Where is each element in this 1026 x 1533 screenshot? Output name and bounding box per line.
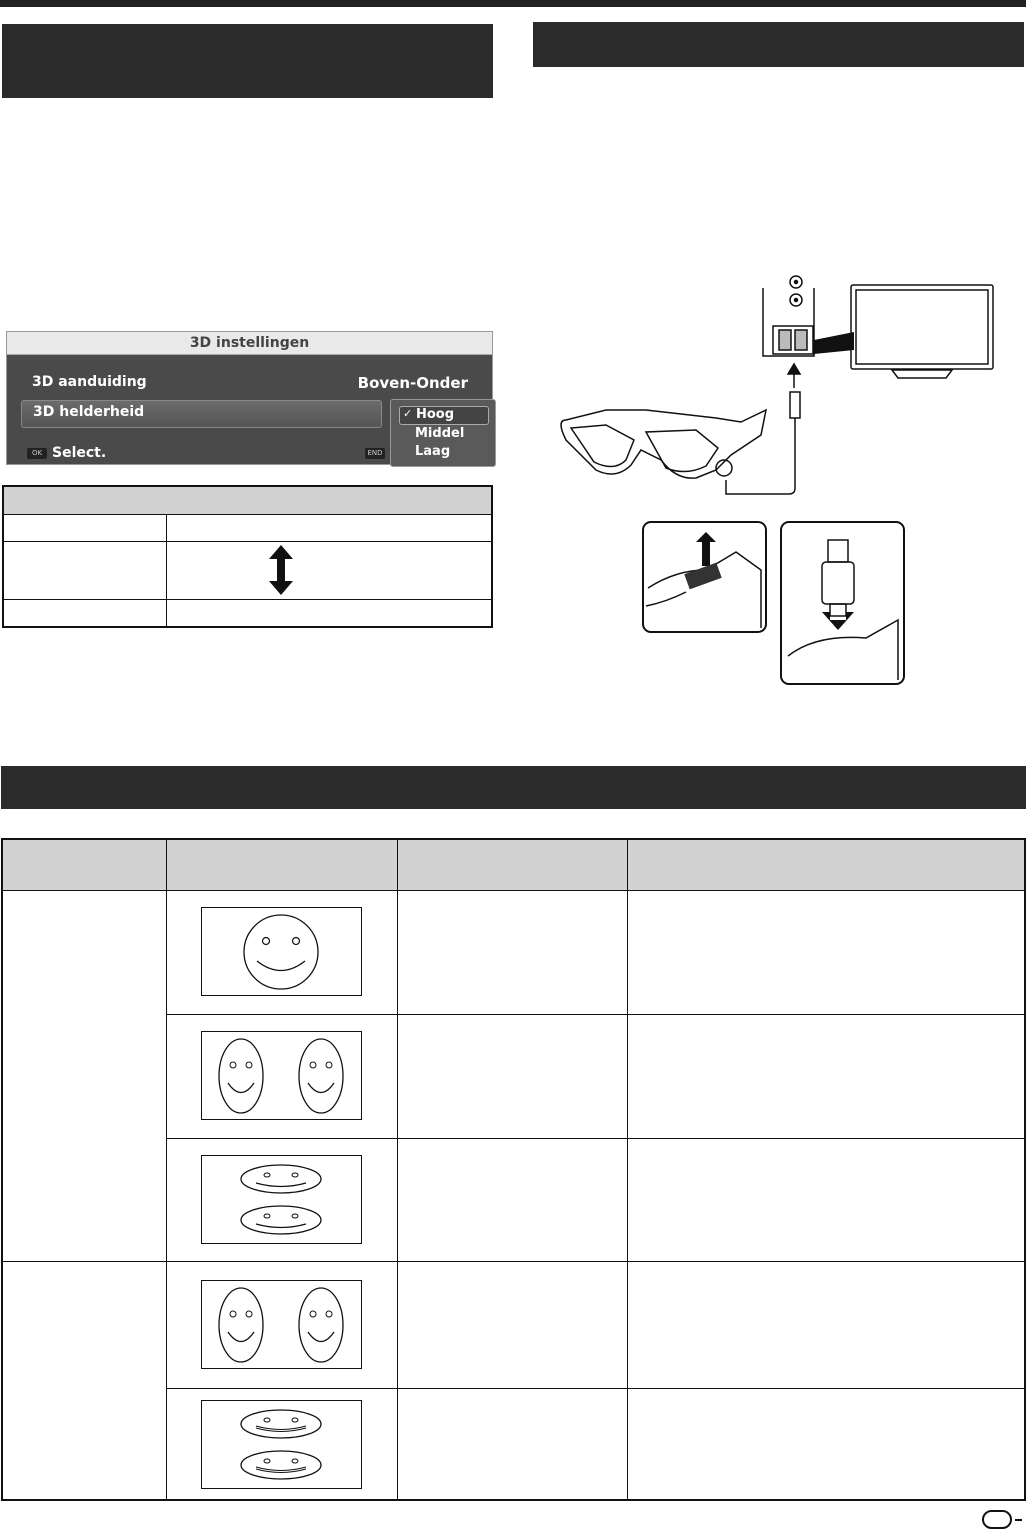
dropdown-option-middel[interactable] bbox=[399, 426, 487, 443]
ok-key-icon: OK bbox=[27, 448, 47, 459]
dropdown-option-laag[interactable] bbox=[399, 444, 487, 461]
3d-format-table bbox=[1, 838, 1026, 1501]
osd-3d-settings-panel bbox=[6, 331, 493, 465]
table-row bbox=[4, 600, 491, 626]
smiley-face-icon bbox=[202, 908, 361, 995]
table-header bbox=[3, 840, 1024, 891]
table-cell bbox=[4, 515, 167, 541]
inset-plug-in bbox=[781, 522, 904, 684]
menu-row-label: 3D helderheid bbox=[33, 404, 145, 420]
row-divider bbox=[166, 1138, 1024, 1139]
top-rule bbox=[0, 0, 1026, 7]
table-header bbox=[4, 487, 491, 515]
table-cell bbox=[167, 542, 491, 599]
glasses-charging-illustration bbox=[546, 270, 1026, 690]
section-header-left bbox=[2, 24, 493, 98]
table-row bbox=[4, 542, 491, 600]
table-cell bbox=[4, 542, 167, 599]
option-label: Laag bbox=[415, 444, 451, 459]
footer-select-label: Select. bbox=[52, 445, 107, 461]
smiley-face-icon bbox=[202, 1281, 361, 1368]
up-down-arrow-icon bbox=[269, 545, 293, 595]
inset-cover-open bbox=[643, 522, 766, 632]
table-cell bbox=[4, 600, 167, 626]
tv-side-panel bbox=[763, 276, 814, 356]
row-divider bbox=[166, 1388, 1024, 1389]
option-label: Hoog bbox=[416, 407, 455, 422]
table-row bbox=[4, 515, 491, 542]
panel-title: 3D instellingen bbox=[7, 332, 492, 355]
menu-row-3d-helderheid[interactable] bbox=[21, 400, 382, 428]
smiley-face-icon bbox=[202, 1032, 361, 1119]
3d-glasses-icon bbox=[561, 410, 766, 478]
brightness-table bbox=[2, 485, 493, 628]
tv-icon bbox=[851, 285, 993, 378]
column-divider bbox=[166, 840, 167, 1499]
page-dash bbox=[1015, 1519, 1022, 1521]
image-side-by-side-3d bbox=[201, 1280, 362, 1369]
menu-row-value: Boven-Onder bbox=[357, 374, 468, 392]
image-top-bottom-3d bbox=[201, 1400, 362, 1489]
image-side-by-side bbox=[201, 1031, 362, 1120]
callout-wedge bbox=[814, 332, 854, 354]
dropdown-option-hoog[interactable] bbox=[399, 406, 489, 425]
menu-row-3d-aanduiding[interactable] bbox=[21, 370, 478, 396]
image-top-bottom bbox=[201, 1155, 362, 1244]
table-cell bbox=[167, 515, 491, 541]
column-divider bbox=[397, 840, 398, 1499]
option-label: Middel bbox=[415, 426, 465, 441]
menu-row-label: 3D aanduiding bbox=[32, 374, 147, 390]
smiley-face-icon bbox=[202, 1156, 361, 1243]
end-key-icon: END bbox=[365, 448, 385, 459]
row-divider bbox=[3, 1261, 1024, 1262]
language-badge-icon bbox=[982, 1510, 1012, 1529]
image-2d-single bbox=[201, 907, 362, 996]
column-divider bbox=[627, 840, 628, 1499]
row-divider bbox=[166, 1014, 1024, 1015]
usb-cable bbox=[726, 364, 800, 494]
brightness-dropdown[interactable] bbox=[390, 399, 496, 467]
section-header-right bbox=[533, 22, 1024, 67]
section-header-table bbox=[1, 766, 1026, 809]
check-icon: ✓ bbox=[403, 407, 413, 420]
smiley-face-icon bbox=[202, 1401, 361, 1488]
table-cell bbox=[167, 600, 491, 626]
